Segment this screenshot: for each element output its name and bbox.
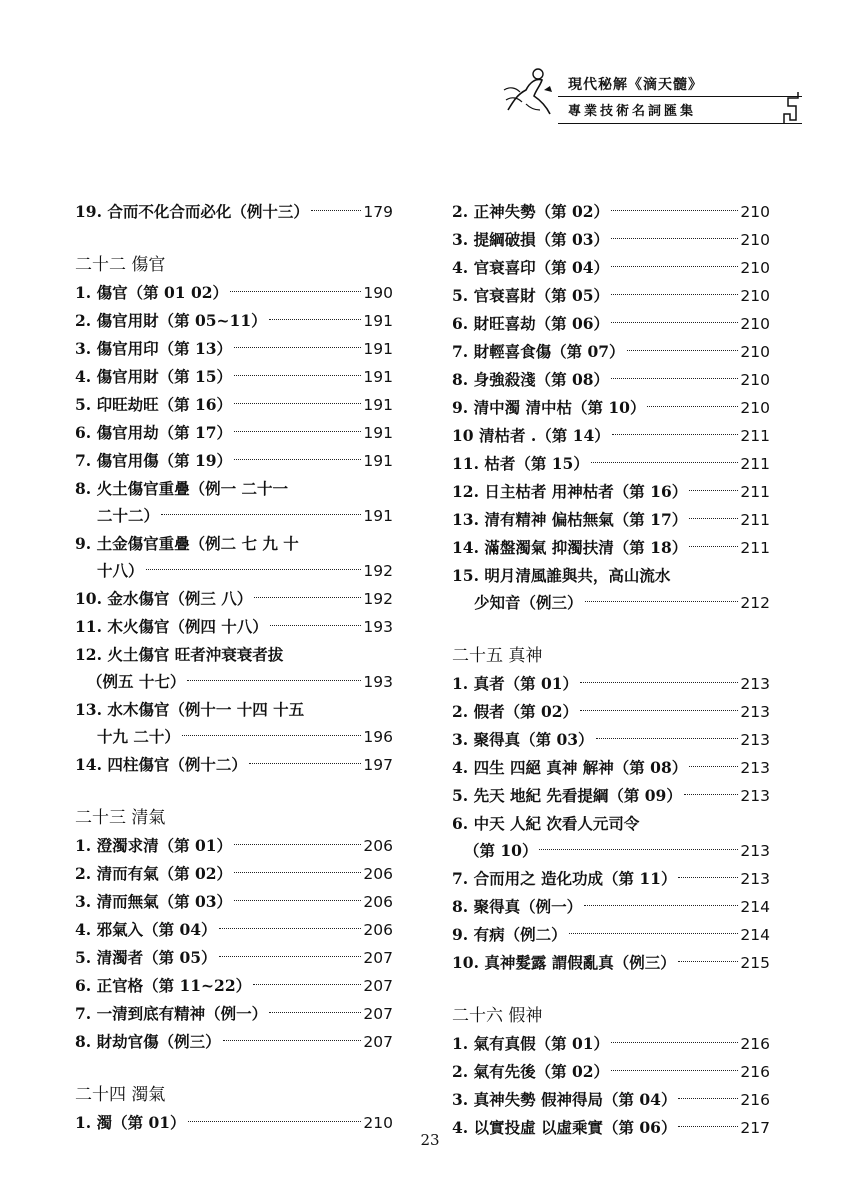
toc-entry-line: [452, 865, 770, 893]
toc-page-number: 217: [740, 1119, 770, 1137]
dot-leader: [689, 766, 738, 767]
toc-entry-line: [452, 589, 770, 617]
toc-entry-line: [75, 972, 393, 1000]
toc-entry-label: 1. 澄濁求清（第 01）: [75, 836, 233, 855]
corner-ornament-icon: [782, 90, 800, 126]
toc-entry[interactable]: [452, 698, 770, 726]
toc-left-column: [75, 198, 393, 1137]
toc-entry[interactable]: [452, 310, 770, 338]
toc-page-number: 210: [363, 1114, 393, 1132]
toc-entry[interactable]: [75, 972, 393, 1000]
dot-leader: [585, 601, 739, 602]
page-number: 23: [420, 1131, 440, 1149]
toc-entry[interactable]: [452, 865, 770, 893]
dot-leader: [187, 680, 361, 681]
running-header-title: 現代秘解《滴天髓》: [568, 77, 703, 93]
dot-leader: [611, 210, 738, 211]
toc-entry-line: [452, 893, 770, 921]
toc-page-number: 206: [363, 921, 393, 939]
dot-leader: [647, 406, 738, 407]
dot-leader: [219, 956, 362, 957]
toc-page-number: 210: [740, 231, 770, 249]
dot-leader: [611, 378, 738, 379]
toc-entry[interactable]: [452, 562, 770, 617]
toc-entry-line: [75, 502, 393, 530]
header-rule-top: [558, 96, 802, 97]
toc-entry-label: 2. 假者（第 02）: [452, 702, 579, 721]
toc-entry-label: 3. 真神失勢 假神得局（第 04）: [452, 1090, 677, 1109]
toc-entry-line: [452, 726, 770, 754]
toc-page-number: 211: [740, 539, 770, 557]
toc-entry-label: 4. 四生 四絕 真神 解神（第 08）: [452, 758, 688, 777]
toc-entry[interactable]: [75, 944, 393, 972]
section-spacer: [452, 617, 770, 643]
dot-leader: [234, 347, 361, 348]
dot-leader: [611, 322, 738, 323]
section-heading: 二十二 傷官: [75, 255, 166, 275]
toc-page-number: 207: [363, 1033, 393, 1051]
toc-entry-label: 少知音（例三）: [474, 593, 583, 612]
toc-entry-label: 15. 明月清風誰與共，高山流水: [452, 566, 671, 585]
toc-entry-label: 7. 傷官用傷（第 19）: [75, 451, 233, 470]
toc-entry[interactable]: [452, 478, 770, 506]
toc-entry-label: 3. 聚得真（第 03）: [452, 730, 594, 749]
toc-entry[interactable]: [452, 366, 770, 394]
dot-leader: [311, 210, 362, 211]
toc-entry-line: [452, 254, 770, 282]
dot-leader: [254, 597, 361, 598]
running-header-subtitle: 專業技術名詞匯集: [568, 104, 697, 119]
section-heading: 二十五 真神: [452, 646, 543, 666]
toc-entry-label: 13. 水木傷官（例十一 十四 十五: [75, 700, 305, 719]
toc-entry[interactable]: [452, 670, 770, 698]
toc-entry-label: 4. 傷官用財（第 15）: [75, 367, 233, 386]
toc-page-number: 210: [740, 371, 770, 389]
toc-entry-label: 2. 清而有氣（第 02）: [75, 864, 233, 883]
toc-entry-label: 8. 財劫官傷（例三）: [75, 1032, 221, 1051]
toc-entry-label: 7. 一清到底有精神（例一）: [75, 1004, 268, 1023]
toc-section: [75, 252, 393, 779]
toc-entry[interactable]: [75, 832, 393, 860]
toc-page-number: 211: [740, 427, 770, 445]
section-spacer: [75, 1056, 393, 1082]
toc-entry[interactable]: [75, 279, 393, 307]
toc-entry[interactable]: [75, 335, 393, 363]
toc-entry-label: 6. 正官格（第 11~22）: [75, 976, 252, 995]
toc-entry-label: 1. 真者（第 01）: [452, 674, 579, 693]
immortal-figure-logo-icon: [500, 60, 560, 120]
toc-entry-line: [452, 810, 770, 837]
toc-page-number: 206: [363, 865, 393, 883]
toc-entry-line: [452, 422, 770, 450]
toc-page-number: 213: [740, 870, 770, 888]
toc-entry-line: [452, 478, 770, 506]
toc-entry[interactable]: [452, 254, 770, 282]
dot-leader: [146, 569, 362, 570]
toc-entry-line: [452, 782, 770, 810]
toc-page-number: 212: [740, 594, 770, 612]
dot-leader: [234, 459, 361, 460]
toc-entry-line: [452, 1058, 770, 1086]
toc-entry-line: [452, 226, 770, 254]
toc-page-number: 193: [363, 673, 393, 691]
toc-page-number: 191: [363, 340, 393, 358]
toc-page-number: 191: [363, 396, 393, 414]
toc-entry[interactable]: [75, 860, 393, 888]
toc-entry-label: 4. 以實投虛 以虛乘實（第 06）: [452, 1118, 677, 1137]
toc-entry[interactable]: [75, 613, 393, 641]
toc-entry-line: [75, 447, 393, 475]
toc-page-number: 191: [363, 452, 393, 470]
dot-leader: [612, 434, 739, 435]
toc-entry-label: 2. 氣有先後（第 02）: [452, 1062, 610, 1081]
toc-page-number: 211: [740, 483, 770, 501]
toc-entry-label: 十九 二十）: [97, 727, 180, 746]
toc-entry[interactable]: [452, 506, 770, 534]
dot-leader: [234, 403, 361, 404]
toc-page-number: 216: [740, 1063, 770, 1081]
dot-leader: [611, 1070, 738, 1071]
toc-entry[interactable]: [452, 782, 770, 810]
toc-page-number: 216: [740, 1091, 770, 1109]
toc-page-number: 213: [740, 703, 770, 721]
dot-leader: [234, 431, 361, 432]
toc-page-number: 207: [363, 977, 393, 995]
toc-entry-line: [75, 363, 393, 391]
toc-entry[interactable]: [75, 641, 393, 696]
toc-entry[interactable]: [452, 282, 770, 310]
toc-entry[interactable]: [452, 422, 770, 450]
toc-entry[interactable]: [75, 916, 393, 944]
section-heading: 二十六 假神: [452, 1006, 543, 1026]
toc-entry-label: 8. 火土傷官重疊（例一 二十一: [75, 479, 288, 498]
toc-entry-line: [75, 1000, 393, 1028]
toc-entry-label: 十八）: [97, 561, 144, 580]
toc-entry-line: [75, 557, 393, 585]
toc-entry-label: 13. 清有精神 偏枯無氣（第 17）: [452, 510, 688, 529]
toc-entry-line: [75, 335, 393, 363]
dot-leader: [689, 518, 738, 519]
toc-entry-label: 9. 有病（例二）: [452, 925, 567, 944]
toc-entry[interactable]: [452, 921, 770, 949]
toc-page-number: 191: [363, 507, 393, 525]
toc-entry-line: [452, 1030, 770, 1058]
toc-page-number: 206: [363, 893, 393, 911]
toc-page-number: 191: [363, 368, 393, 386]
page-header: [500, 60, 800, 130]
toc-entry-label: 2. 傷官用財（第 05~11）: [75, 311, 267, 330]
dot-leader: [678, 961, 739, 962]
toc-entry[interactable]: [75, 198, 393, 226]
toc-section: [452, 198, 770, 617]
dot-leader: [234, 375, 361, 376]
dot-leader: [678, 1098, 738, 1099]
toc-entry[interactable]: [452, 1030, 770, 1058]
toc-entry[interactable]: [75, 751, 393, 779]
toc-page-number: 207: [363, 1005, 393, 1023]
toc-entry-line: [75, 944, 393, 972]
toc-entry-label: 5. 印旺劫旺（第 16）: [75, 395, 233, 414]
dot-leader: [611, 238, 738, 239]
toc-page-number: 216: [740, 1035, 770, 1053]
toc-entry-label: （第 10）: [464, 841, 538, 860]
toc-entry-line: [452, 1086, 770, 1114]
toc-page-number: 179: [363, 203, 393, 221]
toc-section: [75, 805, 393, 1056]
toc-entry-line: [75, 696, 393, 723]
toc-right-column: [452, 198, 770, 1142]
toc-page-number: 213: [740, 759, 770, 777]
toc-entry[interactable]: [452, 893, 770, 921]
dot-leader: [223, 1040, 362, 1041]
dot-leader: [611, 294, 738, 295]
toc-entry[interactable]: [452, 198, 770, 226]
toc-entry-label: 14. 滿盤濁氣 抑濁扶清（第 18）: [452, 538, 688, 557]
toc-page-number: 196: [363, 728, 393, 746]
toc-entry[interactable]: [75, 475, 393, 530]
dot-leader: [584, 905, 738, 906]
toc-entry-line: [75, 585, 393, 613]
dot-leader: [611, 266, 738, 267]
toc-entry-label: 7. 財輕喜食傷（第 07）: [452, 342, 625, 361]
toc-entry-line: [452, 921, 770, 949]
dot-leader: [678, 1126, 738, 1127]
toc-entry-line: [452, 754, 770, 782]
dot-leader: [269, 319, 362, 320]
toc-entry-line: [452, 450, 770, 478]
dot-leader: [591, 462, 739, 463]
toc-entry-label: 2. 正神失勢（第 02）: [452, 202, 610, 221]
toc-entry-line: [452, 949, 770, 977]
toc-entry-line: [75, 613, 393, 641]
toc-entry-label: 12. 日主枯者 用神枯者（第 16）: [452, 482, 688, 501]
toc-entry-line: [75, 832, 393, 860]
section-heading: 二十四 濁氣: [75, 1085, 166, 1105]
toc-page-number: 190: [363, 284, 393, 302]
toc-entry-line: [452, 562, 770, 589]
toc-entry-line: [75, 391, 393, 419]
toc-entry-label: 11. 枯者（第 15）: [452, 454, 589, 473]
toc-entry-line: [452, 198, 770, 226]
toc-entry[interactable]: [75, 1000, 393, 1028]
toc-entry-label: 1. 氣有真假（第 01）: [452, 1034, 610, 1053]
toc-page-number: 213: [740, 731, 770, 749]
dot-leader: [689, 546, 738, 547]
section-spacer: [75, 779, 393, 805]
dot-leader: [253, 984, 361, 985]
toc-page-number: 210: [740, 315, 770, 333]
toc-entry-label: 19. 合而不化合而必化（例十三）: [75, 202, 309, 221]
toc-entry[interactable]: [452, 534, 770, 562]
toc-entry-line: [75, 530, 393, 557]
toc-entry-label: 4. 邪氣入（第 04）: [75, 920, 217, 939]
toc-entry[interactable]: [75, 696, 393, 751]
dot-leader: [230, 291, 361, 292]
toc-page-number: 192: [363, 590, 393, 608]
toc-entry[interactable]: [452, 1086, 770, 1114]
toc-entry[interactable]: [75, 391, 393, 419]
toc-page-number: 210: [740, 399, 770, 417]
toc-entry-label: 8. 身強殺淺（第 08）: [452, 370, 610, 389]
dot-leader: [580, 682, 738, 683]
toc-entry-label: 8. 聚得真（例一）: [452, 897, 583, 916]
dot-leader: [689, 490, 738, 491]
toc-entry-label: 12. 火土傷官 旺者沖衰衰者拔: [75, 645, 284, 664]
toc-entry-label: 4. 官衰喜印（第 04）: [452, 258, 610, 277]
toc-entry-line: [452, 282, 770, 310]
toc-entry[interactable]: [452, 949, 770, 977]
toc-page-number: 211: [740, 511, 770, 529]
toc-entry-label: 6. 中天 人紀 次看人元司令: [452, 814, 640, 833]
toc-entry[interactable]: [452, 226, 770, 254]
toc-entry-label: 6. 傷官用劫（第 17）: [75, 423, 233, 442]
dot-leader: [182, 735, 362, 736]
toc-page-number: 213: [740, 675, 770, 693]
dot-leader: [596, 738, 739, 739]
toc-page-number: 210: [740, 343, 770, 361]
dot-leader: [539, 849, 738, 850]
dot-leader: [234, 900, 361, 901]
toc-entry-label: 5. 官衰喜財（第 05）: [452, 286, 610, 305]
toc-entry-line: [452, 310, 770, 338]
toc-entry[interactable]: [452, 450, 770, 478]
toc-entry[interactable]: [452, 394, 770, 422]
toc-entry-line: [452, 698, 770, 726]
toc-entry-line: [452, 837, 770, 865]
toc-page-number: 206: [363, 837, 393, 855]
toc-page-number: 207: [363, 949, 393, 967]
toc-entry-label: （例五 十七）: [87, 672, 186, 691]
toc-entry-line: [452, 366, 770, 394]
dot-leader: [269, 1012, 361, 1013]
toc-entry-line: [75, 279, 393, 307]
toc-entry-label: 9. 土金傷官重疊（例二 七 九 十: [75, 534, 299, 553]
toc-entry-line: [452, 506, 770, 534]
toc-entry-label: 7. 合而用之 造化功成（第 11）: [452, 869, 677, 888]
toc-entry-line: [75, 641, 393, 668]
toc-entry-label: 11. 木火傷官（例四 十八）: [75, 617, 268, 636]
dot-leader: [249, 763, 362, 764]
toc-entry[interactable]: [75, 307, 393, 335]
toc-entry-label: 10 清枯者 .（第 14）: [452, 426, 610, 445]
toc-page-number: 192: [363, 562, 393, 580]
toc-entry-label: 9. 清中濁 清中枯（第 10）: [452, 398, 646, 417]
dot-leader: [161, 514, 361, 515]
dot-leader: [678, 877, 738, 878]
toc-entry[interactable]: [75, 585, 393, 613]
toc-entry-line: [452, 338, 770, 366]
toc-entry-label: 3. 傷官用印（第 13）: [75, 339, 233, 358]
toc-entry-label: 5. 清濁者（第 05）: [75, 948, 217, 967]
dot-leader: [270, 625, 362, 626]
dot-leader: [219, 928, 362, 929]
toc-page-number: 191: [363, 312, 393, 330]
toc-entry-label: 1. 濁（第 01）: [75, 1113, 186, 1132]
dot-leader: [580, 710, 738, 711]
toc-entry-line: [75, 668, 393, 696]
toc-entry-label: 1. 傷官（第 01 02）: [75, 283, 229, 302]
toc-section: [75, 198, 393, 226]
toc-entry[interactable]: [75, 363, 393, 391]
dot-leader: [627, 350, 739, 351]
toc-entry-line: [75, 860, 393, 888]
toc-entry-line: [75, 307, 393, 335]
toc-page-number: 211: [740, 455, 770, 473]
toc-page-number: 215: [740, 954, 770, 972]
toc-page-number: 197: [363, 756, 393, 774]
toc-section: [452, 643, 770, 977]
dot-leader: [234, 844, 361, 845]
dot-leader: [569, 933, 739, 934]
toc-page-number: 210: [740, 287, 770, 305]
dot-leader: [611, 1042, 738, 1043]
toc-entry[interactable]: [75, 447, 393, 475]
toc-page-number: 193: [363, 618, 393, 636]
toc-entry-line: [75, 751, 393, 779]
toc-entry-line: [75, 419, 393, 447]
toc-entry-line: [75, 475, 393, 502]
toc-section: [75, 1082, 393, 1137]
toc-entry[interactable]: [452, 754, 770, 782]
toc-entry[interactable]: [75, 530, 393, 585]
section-heading: 二十三 清氣: [75, 808, 166, 828]
toc-page-number: 210: [740, 259, 770, 277]
toc-page-number: 213: [740, 842, 770, 860]
toc-entry[interactable]: [452, 1058, 770, 1086]
toc-entry-line: [75, 198, 393, 226]
toc-entry-line: [75, 723, 393, 751]
toc-entry-label: 5. 先天 地紀 先看提綱（第 09）: [452, 786, 682, 805]
toc-entry[interactable]: [75, 1028, 393, 1056]
toc-entry[interactable]: [452, 810, 770, 865]
toc-entry-line: [75, 888, 393, 916]
section-spacer: [75, 226, 393, 252]
toc-entry[interactable]: [75, 888, 393, 916]
toc-entry[interactable]: [452, 338, 770, 366]
toc-entry-label: 3. 提綱破損（第 03）: [452, 230, 610, 249]
toc-page-number: 214: [740, 926, 770, 944]
toc-page-number: 210: [740, 203, 770, 221]
toc-page-number: 213: [740, 787, 770, 805]
header-rule-bottom: [558, 123, 802, 124]
toc-entry-label: 14. 四柱傷官（例十二）: [75, 755, 247, 774]
dot-leader: [684, 794, 739, 795]
dot-leader: [234, 872, 361, 873]
toc-entry-label: 10. 真神髮露 謂假亂真（例三）: [452, 953, 676, 972]
toc-entry[interactable]: [452, 726, 770, 754]
toc-entry-label: 10. 金水傷官（例三 八）: [75, 589, 253, 608]
toc-entry-line: [75, 916, 393, 944]
toc-entry-label: 3. 清而無氣（第 03）: [75, 892, 233, 911]
toc-entry-line: [75, 1028, 393, 1056]
section-spacer: [452, 977, 770, 1003]
toc-entry-line: [452, 394, 770, 422]
toc-section: [452, 1003, 770, 1142]
toc-entry-label: 二十二）: [97, 506, 160, 525]
dot-leader: [188, 1121, 362, 1122]
toc-entry-line: [452, 670, 770, 698]
toc-entry-line: [452, 534, 770, 562]
toc-page-number: 214: [740, 898, 770, 916]
toc-entry[interactable]: [75, 419, 393, 447]
toc-entry-label: 6. 財旺喜劫（第 06）: [452, 314, 610, 333]
toc-page-number: 191: [363, 424, 393, 442]
